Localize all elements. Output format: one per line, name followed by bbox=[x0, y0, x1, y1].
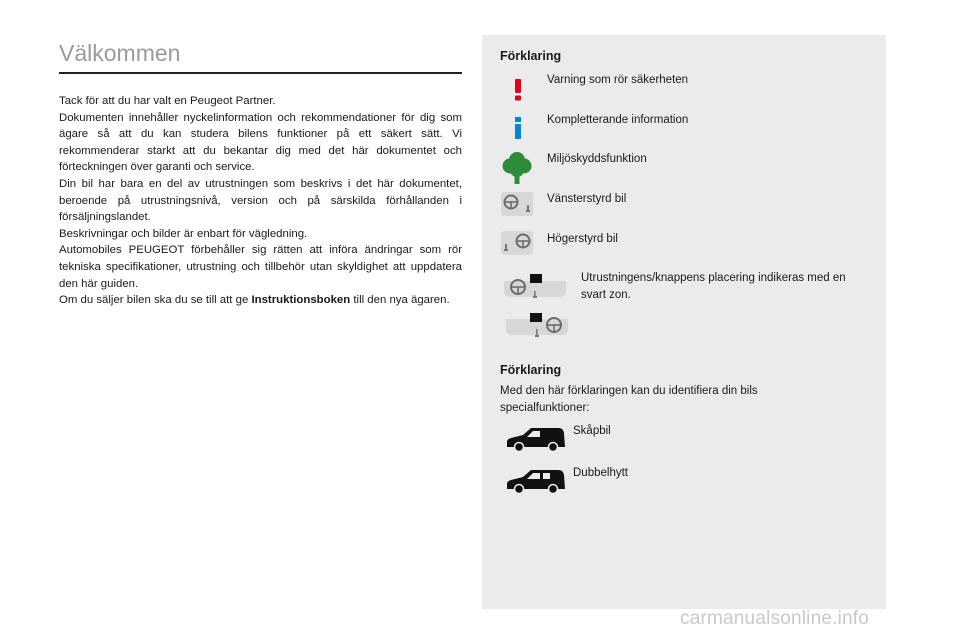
welcome-paragraph: Tack för att du har valt en Peugeot Partner. bbox=[59, 95, 276, 107]
legend-title-2: Förklaring bbox=[500, 363, 562, 377]
legend-item-left-hand-drive: Vänsterstyrd bil bbox=[547, 193, 627, 205]
legend-description: Med den här förklaringen kan du identifiera din bils specialfunktioner: bbox=[500, 385, 758, 414]
double-cab-van-icon bbox=[505, 467, 567, 497]
info-icon bbox=[512, 117, 524, 139]
legend-item-warning: Varning som rör säkerheten bbox=[547, 74, 689, 86]
panel-van-icon bbox=[505, 425, 567, 455]
welcome-paragraph: Automobiles PEUGEOT förbehåller sig rätten att införa ändringar som rör tekniska specifikationer, utrustning och tillbehör utan skyldighet att uppdatera den här guiden. bbox=[59, 244, 462, 290]
title-divider bbox=[59, 72, 462, 74]
legend-item-right-hand-drive: Högerstyrd bil bbox=[547, 233, 618, 245]
welcome-paragraph: Din bil har bara en del av utrustningen som beskrivs i det här dokumentet, beroende på utrustningsnivå, version och på särskilda förhållanden i försäljningslandet. bbox=[59, 177, 462, 224]
legend-item-panel-van: Skåpbil bbox=[573, 425, 611, 437]
legend-item-environment: Miljöskyddsfunktion bbox=[547, 153, 647, 165]
welcome-paragraph: Beskrivningar och bilder är enbart för vägledning. bbox=[59, 227, 308, 240]
equipment-location-icon bbox=[502, 311, 572, 343]
welcome-section bbox=[59, 36, 462, 309]
legend-title: Förklaring bbox=[500, 49, 562, 63]
legend-panel bbox=[482, 35, 886, 609]
watermark: carmanualsonline.info bbox=[680, 608, 870, 629]
legend-item-double-cab: Dubbelhytt bbox=[573, 467, 628, 479]
warning-exclamation-icon bbox=[511, 79, 525, 101]
tree-icon bbox=[502, 151, 532, 185]
welcome-body bbox=[59, 93, 462, 309]
welcome-paragraph-last: Om du säljer bilen ska du se till att ge Instruktionsboken till den nya ägaren. bbox=[59, 294, 450, 307]
equipment-location-icon bbox=[500, 271, 570, 303]
legend-item-info: Kompletterande information bbox=[547, 114, 689, 126]
handbook-name: Instruktionsboken bbox=[251, 294, 351, 307]
legend-item-equipment-location: Utrustningens/knappens placering indikeras med en svart zon. bbox=[581, 272, 846, 301]
welcome-paragraph: Dokumenten innehåller nyckelinformation och rekommendationer för dig som ägare så att du kan studera bilens funktioner på ett säkert sätt. Vi rekommenderar starkt att du bekantar dig med det här dokumentet och förteckningen över garanti och service. bbox=[59, 111, 462, 174]
left-hand-drive-icon bbox=[500, 191, 534, 217]
page-title: Välkommen bbox=[59, 40, 181, 66]
right-hand-drive-icon bbox=[500, 230, 534, 256]
